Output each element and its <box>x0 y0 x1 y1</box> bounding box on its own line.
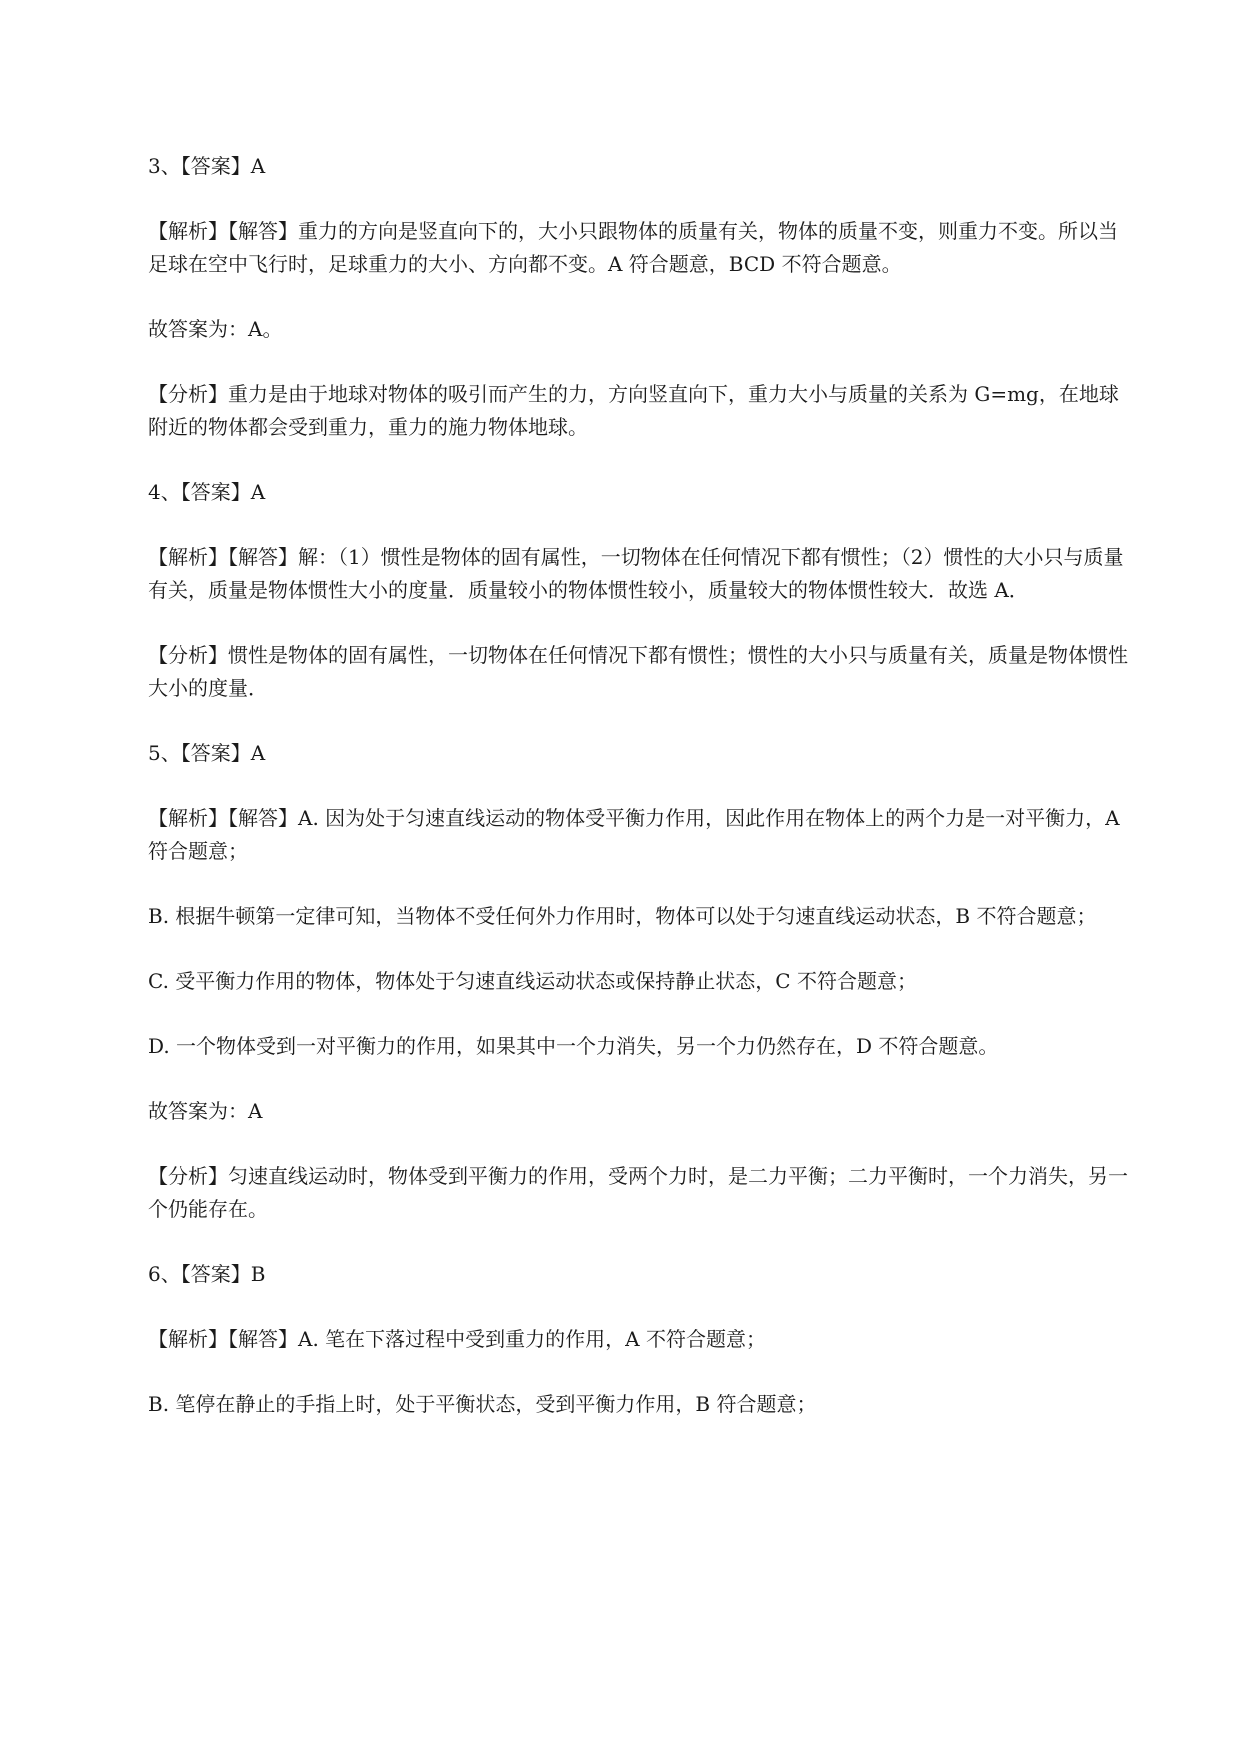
analysis-paragraph-6-a: 【解析】【解答】A. 笔在下落过程中受到重力的作用，A 不符合题意； <box>148 1327 766 1351</box>
analysis-paragraph-5-d: D. 一个物体受到一对平衡力的作用，如果其中一个力消失，另一个力仍然存在，D 不符合题意。 <box>148 1034 999 1058</box>
final-answer-5: 故答案为：A <box>148 1099 263 1123</box>
analysis-paragraph-5-b: B. 根据牛顿第一定律可知，当物体不受任何外力作用时，物体可以处于匀速直线运动状态，B 不符合题意； <box>148 904 1097 928</box>
analysis-paragraph-6-b: B. 笔停在静止的手指上时，处于平衡状态，受到平衡力作用，B 符合题意； <box>148 1392 817 1416</box>
analysis-paragraph-4: 【解析】【解答】解：（1）惯性是物体的固有属性，一切物体在任何情况下都有惯性；（2）惯性的大小只与质量有关，质量是物体惯性大小的度量．质量较小的物体惯性较小，质量较大的物体惯性较大．故选 A． <box>148 545 1124 602</box>
answer-heading-3: 3、【答案】A <box>148 154 266 178</box>
final-answer-3: 故答案为：A。 <box>148 317 283 341</box>
explanation-paragraph-5: 【分析】匀速直线运动时，物体受到平衡力的作用，受两个力时，是二力平衡；二力平衡时，一个力消失，另一个仍能存在。 <box>148 1164 1128 1221</box>
analysis-paragraph-5-a: 【解析】【解答】A. 因为处于匀速直线运动的物体受平衡力作用，因此作用在物体上的两个力是一对平衡力，A 符合题意； <box>148 806 1120 863</box>
answer-heading-6: 6、【答案】B <box>148 1262 266 1286</box>
answer-heading-4: 4、【答案】A <box>148 480 266 504</box>
explanation-paragraph-3: 【分析】重力是由于地球对物体的吸引而产生的力，方向竖直向下，重力大小与质量的关系为 G=mg，在地球附近的物体都会受到重力，重力的施力物体地球。 <box>148 382 1119 439</box>
analysis-paragraph-5-c: C. 受平衡力作用的物体，物体处于匀速直线运动状态或保持静止状态，C 不符合题意； <box>148 969 917 993</box>
answer-heading-5: 5、【答案】A <box>148 741 266 765</box>
document-body <box>148 150 1128 1421</box>
analysis-paragraph-3: 【解析】【解答】重力的方向是竖直向下的，大小只跟物体的质量有关，物体的质量不变，则重力不变。所以当足球在空中飞行时，足球重力的大小、方向都不变。A 符合题意，BCD 不符合题意。 <box>148 219 1118 276</box>
explanation-paragraph-4: 【分析】惯性是物体的固有属性，一切物体在任何情况下都有惯性；惯性的大小只与质量有关，质量是物体惯性大小的度量． <box>148 643 1128 700</box>
